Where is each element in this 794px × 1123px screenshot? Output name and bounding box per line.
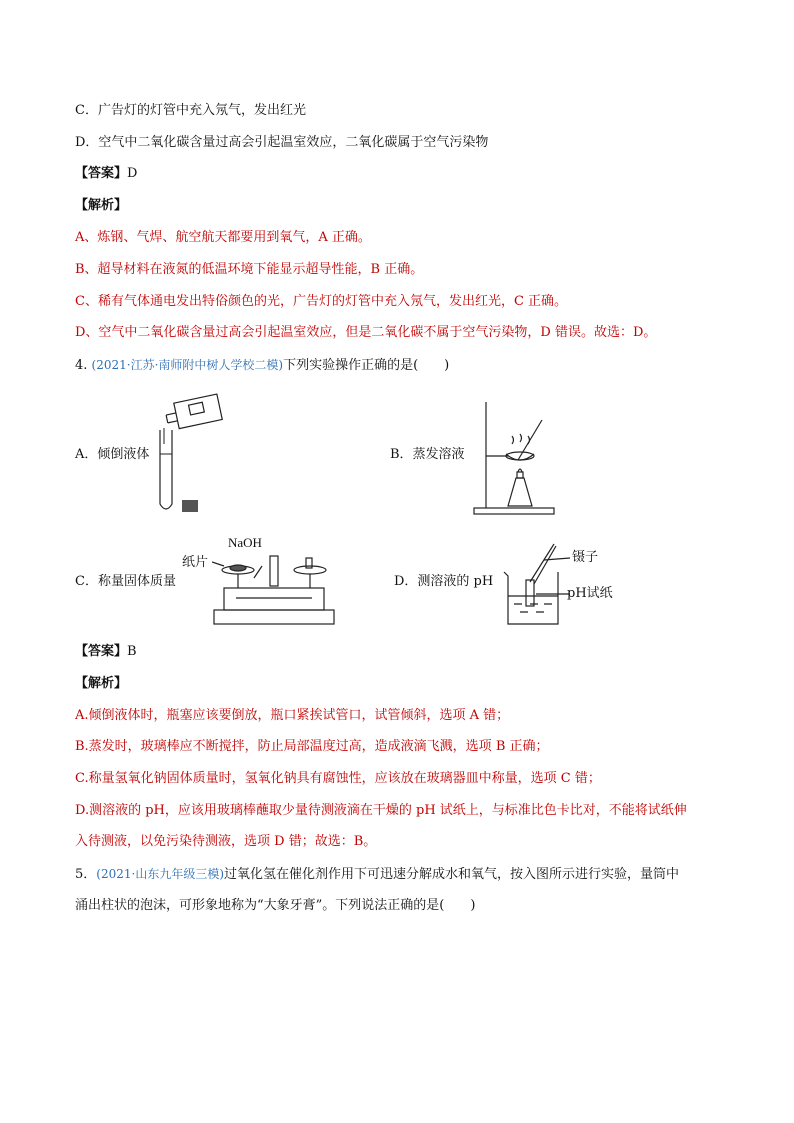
answer-value: B: [127, 644, 137, 659]
q5-source: (2021·山东九年级三模): [96, 867, 224, 881]
q4-number: 4.: [75, 358, 88, 373]
q4-option-c: C．称量固体质量: [75, 574, 176, 589]
q5-stem-text: 过氧化氢在催化剂作用下可迅速分解成水和氧气，按入图所示进行实验，量筒中: [224, 867, 680, 882]
label-ph-paper: pH试纸: [567, 586, 613, 601]
q3-answer: [75, 164, 137, 184]
q4-option-a: A．倾倒液体: [75, 447, 150, 462]
answer-value: D: [127, 166, 138, 181]
pour-liquid-illustration: [150, 392, 230, 522]
evaporation-illustration: [468, 396, 568, 516]
q3-analysis-tag: 【解析】: [75, 198, 128, 213]
q4-source: (2021·江苏·南师附中树人学校二模): [91, 358, 284, 372]
q3-analysis-line: A、炼钢、气焊、航空航天都要用到氧气，A 正确。: [75, 230, 371, 245]
q4-analysis-tag: 【解析】: [75, 676, 128, 691]
q4-option-b: B．蒸发溶液: [390, 447, 465, 462]
q5-stem-line1: [75, 864, 679, 885]
label-paper: 纸片: [182, 555, 209, 570]
q5-stem-line2: 涌出柱状的泡沫，可形象地称为“大象牙膏”。下列说法正确的是( ): [75, 898, 476, 913]
answer-tag: 【答案】: [75, 644, 128, 659]
q3-analysis-line: B、超导材料在液氮的低温环境下能显示超导性能，B 正确。: [75, 262, 424, 277]
balance-illustration: [212, 548, 336, 632]
q4-answer: [75, 642, 137, 662]
label-tweezers: 镊子: [572, 550, 599, 565]
q3-analysis-line: D、空气中二氧化碳含量过高会引起温室效应，但是二氧化碳不属于空气污染物，D 错误。故选：D。: [75, 325, 657, 340]
q4-stem: [75, 355, 449, 376]
q4-stem-text: 下列实验操作正确的是( ): [283, 358, 450, 373]
answer-tag: 【答案】: [75, 166, 128, 181]
q4-option-d: D．测溶液的 pH: [394, 574, 494, 589]
q3-option-c: C．广告灯的灯管中充入氖气，发出红光: [75, 103, 306, 118]
ph-test-illustration: [500, 538, 570, 630]
q4-analysis-line: B.蒸发时，玻璃棒应不断搅拌，防止局部温度过高，造成液滴飞溅，选项 B 正确；: [75, 739, 549, 754]
q4-analysis-line: A.倾倒液体时，瓶塞应该要倒放，瓶口紧挨试管口，试管倾斜，选项 A 错；: [75, 708, 510, 723]
q3-option-d: D．空气中二氧化碳含量过高会引起温室效应，二氧化碳属于空气污染物: [75, 135, 489, 150]
q4-analysis-line: 入待测液，以免污染待测液，选项 D 错；故选：B。: [75, 834, 377, 849]
q4-analysis-line: C.称量氢氧化钠固体质量时，氢氧化钠具有腐蚀性，应该放在玻璃器皿中称量，选项 C 错；: [75, 771, 601, 786]
q3-analysis-line: C、稀有气体通电发出特俗颜色的光，广告灯的灯管中充入氖气，发出红光，C 正确。: [75, 294, 568, 309]
label-naoh: NaOH: [228, 535, 262, 550]
q4-analysis-line: D.测溶液的 pH，应该用玻璃棒蘸取少量待测液滴在干燥的 pH 试纸上，与标准比色卡比对，不能将试纸伸: [75, 803, 687, 818]
q5-number: 5．: [75, 867, 97, 882]
